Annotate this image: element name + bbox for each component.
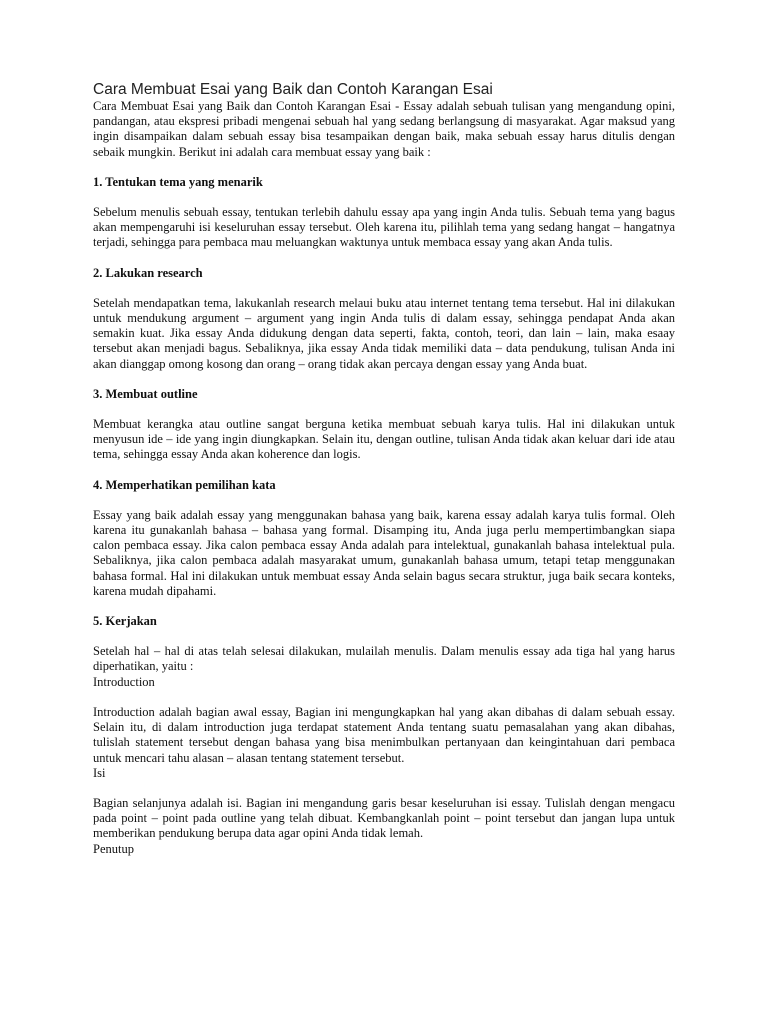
part-label: Isi [93, 765, 106, 780]
document-title: Cara Membuat Esai yang Baik dan Contoh Karangan Esai [93, 81, 493, 98]
document-page [93, 80, 675, 857]
section-body: Sebelum menulis sebuah essay, tentukan terlebih dahulu essay apa yang ingin Anda tulis. Sebuah tema yang bagus akan mempengaruhi isi keseluruhan essay tersebut. Oleh karena itu, pilihlah tema yang sedang hangat – hangatnya terjadi, sehingga para pembaca mau meluangkan waktunya untuk membaca essay yang akan Anda tulis. [93, 205, 675, 250]
part-label: Penutup [93, 841, 134, 856]
part-body: Bagian selanjunya adalah isi. Bagian ini mengandung garis besar keseluruhan isi essay. Tulislah dengan mengacu pada point – point pada outline yang telah dibuat. Kembangkanlah point – point tersebut dan jangan lupa untuk memberikan pendukung berupa data agar opini Anda tidak lemah. [93, 795, 675, 841]
section-heading: 3. Membuat outline [93, 386, 198, 401]
section-heading: 2. Lakukan research [93, 265, 203, 280]
part-label: Introduction [93, 674, 155, 689]
section-body: Setelah mendapatkan tema, lakukanlah research melaui buku atau internet tentang tema tersebut. Hal ini dilakukan untuk mendukung argument – argument yang ingin Anda tulis di dalam essay, sehingga pendapat Anda akan semakin kuat. Jika essay Anda didukung dengan data seperti, fakta, contoh, teori, dan lain – lain, maka esaay tersebut akan menjadi bagus. Sebaliknya, jika essay Anda tidak memiliki data – data pendukung, tulisan Anda ini akan dianggap omong kosong dan orang – orang tidak akan percaya dengan essay yang Anda buat. [93, 295, 675, 371]
intro-paragraph: Cara Membuat Esai yang Baik dan Contoh Karangan Esai - Essay adalah sebuah tulisan yang mengandung opini, pandangan, atau ekspresi pribadi mengenai sebuah hal yang sedang berlangsung di masyarakat. Agar maksud yang ingin disampaikan dalam sebuah essay bisa tesampaikan dengan baik, maka sebuah essay harus ditulis dengan sebaik mungkin. Berikut ini adalah cara membuat essay yang baik : [93, 99, 675, 159]
part-body: Introduction adalah bagian awal essay, Bagian ini mengungkapkan hal yang akan dibahas di dalam sebuah essay. Selain itu, di dalam introduction juga terdapat statement Anda tentang suatu pemasalahan yang akan dibahas, tulislah statement tersebut dengan bahasa yang bisa menimbulkan pertanyaan dan keingintahuan dari pembaca untuk mencari tahu alasan – alasan tentang statement tersebut. [93, 704, 675, 765]
section-heading: 5. Kerjakan [93, 614, 157, 629]
section-body: Membuat kerangka atau outline sangat berguna ketika membuat sebuah karya tulis. Hal ini dilakukan untuk menyusun ide – ide yang ingin diungkapkan. Selain itu, dengan outline, tulisan Anda tidak akan keluar dari ide atau tema, sehingga essay Anda akan koherence dan logis. [93, 417, 675, 462]
section-heading: 1. Tentukan tema yang menarik [93, 174, 263, 189]
section-body: Essay yang baik adalah essay yang menggunakan bahasa yang baik, karena essay adalah karya tulis formal. Oleh karena itu gunakanlah bahasa – bahasa yang formal. Disamping itu, Anda juga perlu mempertimbangkan siapa calon pembaca essay. Jika calon pembaca essay Anda adalah para intelektual, gunakanlah bahasa intelektual pula. Sebaliknya, jika calon pembaca adalah masyarakat umum, gunakanlah bahasa umum, tetapi tetap menggunakan bahasa formal. Hal ini dilakukan untuk membuat essay Anda selain bagus secara struktur, juga baik secara konteks, karena mudah dipahami. [93, 507, 675, 598]
section-body: Setelah hal – hal di atas telah selesai dilakukan, mulailah menulis. Dalam menulis essay ada tiga hal yang harus diperhatikan, yaitu : [93, 644, 675, 674]
section-heading: 4. Memperhatikan pemilihan kata [93, 477, 276, 492]
